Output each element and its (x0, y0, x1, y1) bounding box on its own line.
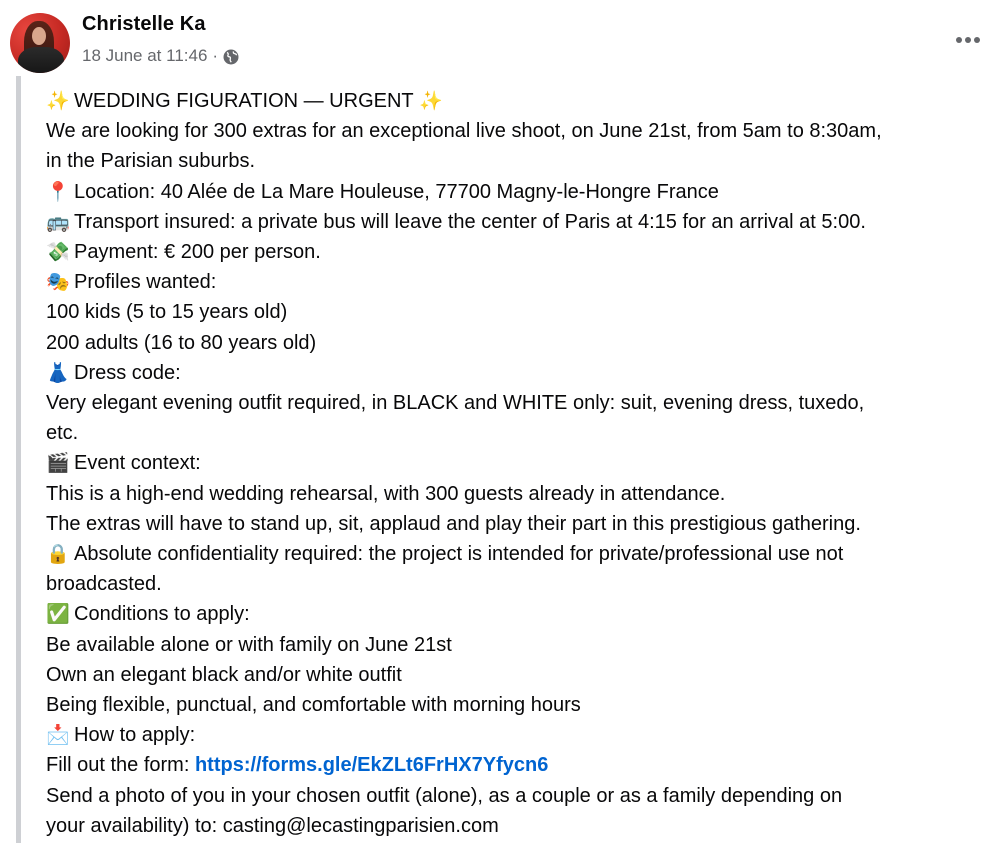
transport-line (46, 207, 986, 237)
post-body (46, 86, 986, 841)
author-name[interactable]: Christelle Ka (82, 13, 206, 35)
event-context-line: The extras will have to stand up, sit, applaud and play their part in this prestigious gathering. (46, 512, 861, 535)
condition-item: Being flexible, punctual, and comfortable with morning hours (46, 694, 581, 717)
transport-text: Transport insured: a private bus will leave the center of Paris at 4:15 for an arrival at 5:00. (74, 210, 866, 233)
photo-line: your availability) to: casting@lecastingparisien.com (46, 814, 499, 837)
post-title-text: WEDDING FIGURATION — URGENT (74, 90, 414, 112)
event-context-heading-text: Event context: (74, 452, 201, 475)
event-context-line: This is a high-end wedding rehearsal, with 300 guests already in attendance. (46, 482, 726, 505)
sparkles-icon: ✨ (418, 90, 443, 112)
profiles-heading (46, 267, 986, 297)
more-options-button[interactable] (948, 26, 988, 54)
confidentiality-line: broadcasted. (46, 573, 162, 596)
how-to-apply-heading-text: How to apply: (74, 724, 196, 747)
more-horizontal-icon (974, 37, 980, 43)
avatar-jacket (18, 47, 64, 73)
confidentiality-line (46, 539, 986, 569)
form-link[interactable]: https://forms.gle/EkZLt6FrHX7Yfycn6 (194, 754, 549, 777)
dress-code-heading (46, 358, 986, 388)
dress-code-line: Very elegant evening outfit required, in BLACK and WHITE only: suit, evening dress, tuxedo, (46, 392, 865, 415)
meta-separator: · (212, 46, 219, 65)
avatar[interactable] (10, 13, 70, 73)
form-prefix: Fill out the form: (46, 754, 195, 777)
condition-item: Be available alone or with family on June 21st (46, 633, 452, 656)
location-text: Location: 40 Alée de La Mare Houleuse, 77700 Magny-le-Hongre France (74, 180, 719, 203)
more-horizontal-icon (956, 37, 962, 43)
bus-icon: 🚌 (46, 210, 70, 233)
envelope-arrow-icon: 📩 (46, 724, 70, 747)
confidentiality-text: Absolute confidentiality required: the project is intended for private/professional use not (74, 543, 844, 566)
pushpin-icon: 📍 (46, 180, 70, 203)
photo-line: Send a photo of you in your chosen outfit (alone), as a couple or as a family depending on (46, 784, 843, 807)
payment-text: Payment: € 200 per person. (74, 241, 321, 264)
profile-item: 200 adults (16 to 80 years old) (46, 331, 317, 354)
post-header (0, 0, 1000, 75)
quote-bar (16, 76, 21, 843)
conditions-heading (46, 599, 986, 629)
profile-item: 100 kids (5 to 15 years old) (46, 301, 288, 324)
dress-code-line: etc. (46, 422, 79, 445)
theater-masks-icon: 🎭 (46, 271, 70, 294)
avatar-face (32, 27, 46, 45)
event-context-heading (46, 448, 986, 478)
sparkles-icon: ✨ (46, 90, 70, 112)
clapper-board-icon: 🎬 (46, 452, 70, 475)
location-line (46, 177, 986, 207)
how-to-apply-heading (46, 720, 986, 750)
post-meta (82, 46, 239, 66)
condition-item: Own an elegant black and/or white outfit (46, 663, 402, 686)
form-line (46, 750, 986, 780)
lock-icon: 🔒 (46, 543, 70, 566)
intro-line: We are looking for 300 extras for an exceptional live shoot, on June 21st, from 5am to 8:30am, (46, 120, 882, 143)
post-title (46, 86, 986, 116)
dress-code-heading-text: Dress code: (74, 361, 181, 384)
intro-line: in the Parisian suburbs. (46, 150, 256, 173)
money-with-wings-icon: 💸 (46, 241, 70, 264)
profiles-heading-text: Profiles wanted: (74, 271, 217, 294)
check-mark-icon: ✅ (46, 603, 70, 626)
dress-icon: 👗 (46, 361, 70, 384)
globe-icon[interactable] (223, 49, 239, 65)
post-timestamp[interactable]: 18 June at 11:46 (82, 46, 208, 65)
conditions-heading-text: Conditions to apply: (74, 603, 250, 626)
more-horizontal-icon (965, 37, 971, 43)
payment-line (46, 237, 986, 267)
